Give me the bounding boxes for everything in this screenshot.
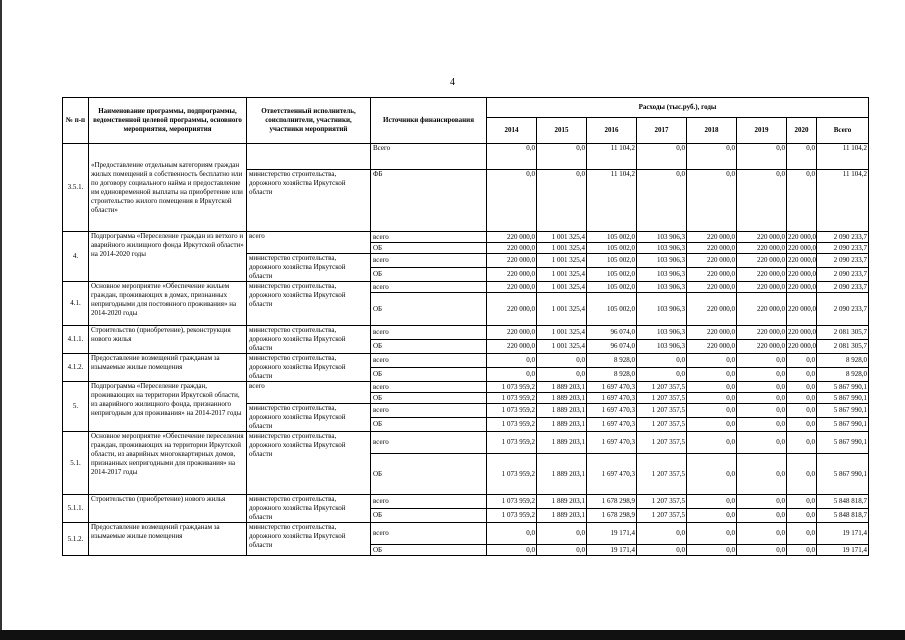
row-value: 220 000,0 <box>487 254 537 268</box>
row-value: 0,0 <box>787 432 817 454</box>
row-value: 1 073 959,2 <box>487 495 537 509</box>
row-source: ОБ <box>371 393 487 404</box>
row-source: ОБ <box>371 368 487 382</box>
row-executor: министерство строительства, дорожного хозяйства Иркутской области <box>247 404 371 432</box>
row-name: Подпрограмма «Переселение граждан, проживающих на территории Иркутской области, из аварийного жилищного фонда, признанного непригодным для проживания» на 2014-2017 годы <box>89 382 247 432</box>
row-number: 4. <box>63 232 89 282</box>
row-value: 220 000,0 <box>687 254 737 268</box>
row-source: Всего <box>371 144 487 170</box>
row-source: всего <box>371 495 487 509</box>
row-name: Основное мероприятие «Обеспечение жильем граждан, проживающих в домах, признанных непригодными для постоянного проживания» на 2014-2020 годы <box>89 282 247 326</box>
table-row <box>63 326 869 340</box>
row-value: 0,0 <box>787 509 817 523</box>
row-value: 0,0 <box>787 523 817 545</box>
row-value: 220 000,0 <box>687 268 737 282</box>
row-name: Основное мероприятие «Обеспечение переселения граждан, проживающих на территории Иркутской области, из аварийных многоквартирных домов, признанных непригодными для проживания» на 2014-2017 годы <box>89 432 247 495</box>
row-value: 0,0 <box>687 454 737 495</box>
row-value: 1 001 325,4 <box>537 268 587 282</box>
row-name: Строительство (приобретение), реконструкция нового жилья <box>89 326 247 354</box>
row-source: всего <box>371 282 487 293</box>
row-value: 103 906,3 <box>637 268 687 282</box>
row-value: 220 000,0 <box>737 282 787 293</box>
row-value: 220 000,0 <box>787 293 817 326</box>
row-value: 0,0 <box>637 368 687 382</box>
row-value: 0,0 <box>687 144 737 170</box>
row-value: 2 090 233,7 <box>817 232 869 243</box>
row-value: 96 074,0 <box>587 326 637 340</box>
header-year: Всего <box>817 118 869 144</box>
row-value: 220 000,0 <box>737 232 787 243</box>
row-value: 1 207 357,5 <box>637 418 687 432</box>
row-value: 220 000,0 <box>737 254 787 268</box>
header-expenses: Расходы (тыс.руб.), годы <box>487 98 869 118</box>
row-value: 1 889 203,1 <box>537 404 587 418</box>
table-body <box>63 144 869 556</box>
row-value: 220 000,0 <box>487 326 537 340</box>
table-row <box>63 232 869 243</box>
row-value: 0,0 <box>537 170 587 232</box>
row-value: 1 207 357,5 <box>637 454 687 495</box>
row-value: 1 889 203,1 <box>537 495 587 509</box>
header-year: 2015 <box>537 118 587 144</box>
row-value: 0,0 <box>537 144 587 170</box>
header-source: Источники финансирования <box>371 98 487 144</box>
row-value: 1 889 203,1 <box>537 432 587 454</box>
row-value: 220 000,0 <box>787 254 817 268</box>
row-value: 11 104,2 <box>817 144 869 170</box>
row-number: 5.1.2. <box>63 523 89 556</box>
row-value: 1 697 470,3 <box>587 382 637 393</box>
row-value: 1 678 298,9 <box>587 495 637 509</box>
row-executor: министерство строительства, дорожного хозяйства Иркутской области <box>247 495 371 523</box>
row-value: 1 073 959,2 <box>487 382 537 393</box>
page-number: 4 <box>450 77 455 88</box>
row-value: 220 000,0 <box>687 282 737 293</box>
header-year: 2018 <box>687 118 737 144</box>
row-value: 1 697 470,3 <box>587 393 637 404</box>
row-name: «Предоставление отдельным категориям граждан жилых помещений в собственность бесплатно или по договору социального найма и предоставление им единовременной выплаты на приобретение или строительство жилого помещения в Иркутской области» <box>89 144 247 232</box>
row-number: 4.1. <box>63 282 89 326</box>
row-value: 1 697 470,3 <box>587 418 637 432</box>
row-value: 220 000,0 <box>687 340 737 354</box>
row-value: 2 090 233,7 <box>817 282 869 293</box>
row-value: 0,0 <box>787 454 817 495</box>
header-year: 2017 <box>637 118 687 144</box>
row-value: 8 928,0 <box>817 368 869 382</box>
row-value: 5 867 990,1 <box>817 404 869 418</box>
row-value: 0,0 <box>687 354 737 368</box>
row-source: ОБ <box>371 268 487 282</box>
scan-edge-left <box>0 0 2 640</box>
row-value: 220 000,0 <box>787 326 817 340</box>
table-row <box>63 282 869 293</box>
row-value: 0,0 <box>537 354 587 368</box>
row-source: всего <box>371 432 487 454</box>
row-value: 1 697 470,3 <box>587 432 637 454</box>
row-value: 8 928,0 <box>817 354 869 368</box>
row-value: 19 171,4 <box>587 545 637 556</box>
row-value: 1 001 325,4 <box>537 326 587 340</box>
row-executor: министерство строительства, дорожного хозяйства Иркутской области <box>247 523 371 556</box>
row-source: ОБ <box>371 340 487 354</box>
row-source: ОБ <box>371 454 487 495</box>
row-value: 0,0 <box>637 354 687 368</box>
header-num: № п-п <box>63 98 89 144</box>
row-value: 2 090 233,7 <box>817 268 869 282</box>
row-value: 1 073 959,2 <box>487 404 537 418</box>
row-value: 220 000,0 <box>737 326 787 340</box>
row-value: 0,0 <box>737 144 787 170</box>
row-value: 1 207 357,5 <box>637 432 687 454</box>
row-value: 96 074,0 <box>587 340 637 354</box>
row-value: 2 090 233,7 <box>817 293 869 326</box>
row-value: 0,0 <box>487 523 537 545</box>
row-value: 103 906,3 <box>637 282 687 293</box>
table-row <box>63 382 869 393</box>
row-value: 103 906,3 <box>637 326 687 340</box>
row-value: 19 171,4 <box>817 545 869 556</box>
row-value: 5 867 990,1 <box>817 382 869 393</box>
row-value: 1 889 203,1 <box>537 382 587 393</box>
row-value: 0,0 <box>537 545 587 556</box>
row-source: всего <box>371 326 487 340</box>
row-value: 103 906,3 <box>637 243 687 254</box>
row-value: 0,0 <box>787 495 817 509</box>
row-number: 4.1.2. <box>63 354 89 382</box>
row-value: 105 002,0 <box>587 293 637 326</box>
row-number: 4.1.1. <box>63 326 89 354</box>
row-value: 220 000,0 <box>737 340 787 354</box>
row-value: 1 073 959,2 <box>487 432 537 454</box>
row-source: всего <box>371 523 487 545</box>
row-value: 0,0 <box>687 418 737 432</box>
row-value: 1 889 203,1 <box>537 418 587 432</box>
row-name: Подпрограмма «Переселение граждан из ветхого и аварийного жилищного фонда Иркутской области» на 2014-2020 годы <box>89 232 247 282</box>
row-value: 0,0 <box>737 418 787 432</box>
row-value: 103 906,3 <box>637 254 687 268</box>
row-value: 1 001 325,4 <box>537 243 587 254</box>
row-value: 220 000,0 <box>487 340 537 354</box>
row-value: 220 000,0 <box>788 282 816 291</box>
row-value: 0,0 <box>487 368 537 382</box>
row-value: 0,0 <box>787 382 817 393</box>
row-value: 0,0 <box>787 393 817 404</box>
row-value: 2 090 233,7 <box>817 243 869 254</box>
row-value: 1 678 298,9 <box>587 509 637 523</box>
row-value: 0,0 <box>687 523 737 545</box>
row-value: 5 848 818,7 <box>817 495 869 509</box>
row-value: 220 000,0 <box>788 243 816 252</box>
row-number: 5.1. <box>63 432 89 495</box>
row-value: 0,0 <box>737 432 787 454</box>
row-value: 103 906,3 <box>637 340 687 354</box>
row-value: 1 001 325,4 <box>537 293 587 326</box>
row-value: 2 090 233,7 <box>817 254 869 268</box>
header-year: 2020 <box>787 118 817 144</box>
header-executor: Ответственный исполнитель, соисполнители, участники, участники мероприятий <box>247 98 371 144</box>
row-value: 5 848 818,7 <box>817 509 869 523</box>
row-executor: министерство строительства, дорожного хозяйства Иркутской области <box>247 326 371 354</box>
row-value: 1 001 325,4 <box>537 232 587 243</box>
row-executor: министерство строительства, дорожного хозяйства Иркутской области <box>247 170 371 232</box>
table-row <box>63 495 869 509</box>
row-value: 2 081 305,7 <box>817 340 869 354</box>
table-row <box>63 432 869 454</box>
row-value: 11 104,2 <box>817 170 869 232</box>
row-value: 0,0 <box>487 144 537 170</box>
row-value: 0,0 <box>637 545 687 556</box>
row-value: 0,0 <box>737 404 787 418</box>
row-executor: всего <box>247 232 371 254</box>
row-value: 0,0 <box>487 170 537 232</box>
row-value: 0,0 <box>787 368 817 382</box>
row-value: 0,0 <box>687 382 737 393</box>
row-value: 0,0 <box>737 393 787 404</box>
row-executor: министерство строительства, дорожного хозяйства Иркутской области <box>247 354 371 382</box>
row-source: ОБ <box>371 509 487 523</box>
row-value: 1 073 959,2 <box>487 454 537 495</box>
row-source: ОБ <box>371 293 487 326</box>
row-source: всего <box>371 254 487 268</box>
row-value: 0,0 <box>787 144 817 170</box>
row-value: 105 002,0 <box>587 232 637 243</box>
row-value: 1 697 470,3 <box>587 454 637 495</box>
row-value: 220 000,0 <box>787 340 817 354</box>
row-source: ОБ <box>371 418 487 432</box>
row-source: ОБ <box>371 545 487 556</box>
row-value: 0,0 <box>737 523 787 545</box>
row-value: 0,0 <box>787 404 817 418</box>
row-value: 105 002,0 <box>587 282 637 293</box>
row-value: 1 001 325,4 <box>537 282 587 293</box>
row-value: 103 906,3 <box>637 232 687 243</box>
row-value: 1 073 959,2 <box>487 418 537 432</box>
row-value: 220 000,0 <box>787 268 817 282</box>
row-value: 0,0 <box>737 382 787 393</box>
row-name: Предоставление возмещений гражданам за изымаемые жилые помещения <box>89 354 247 382</box>
row-value: 0,0 <box>687 545 737 556</box>
row-value: 1 207 357,5 <box>637 495 687 509</box>
row-value: 0,0 <box>687 495 737 509</box>
row-value: 0,0 <box>737 354 787 368</box>
row-value: 220 000,0 <box>687 326 737 340</box>
row-value: 0,0 <box>487 545 537 556</box>
row-value: 0,0 <box>537 523 587 545</box>
row-value: 1 207 357,5 <box>637 382 687 393</box>
table-row <box>63 523 869 545</box>
row-executor: министерство строительства, дорожного хозяйства Иркутской области <box>247 254 371 282</box>
row-value: 0,0 <box>787 545 817 556</box>
row-value: 1 207 357,5 <box>637 404 687 418</box>
row-value: 5 867 990,1 <box>817 393 869 404</box>
row-value: 0,0 <box>487 354 537 368</box>
row-value: 1 889 203,1 <box>537 509 587 523</box>
row-source: всего <box>371 404 487 418</box>
header-year: 2014 <box>487 118 537 144</box>
header-name: Наименование программы, подпрограммы, ведомственной целевой программы, основного мероприятия, мероприятия <box>89 98 247 144</box>
row-value: 0,0 <box>737 454 787 495</box>
row-value: 0,0 <box>537 368 587 382</box>
row-value: 1 207 357,5 <box>637 393 687 404</box>
row-source: ФБ <box>371 170 487 232</box>
row-value: 220 000,0 <box>687 243 737 254</box>
row-value: 0,0 <box>737 545 787 556</box>
row-value: 11 104,2 <box>587 144 637 170</box>
row-value: 220 000,0 <box>788 232 816 241</box>
row-value: 0,0 <box>687 432 737 454</box>
row-source: всего <box>371 232 487 243</box>
row-value: 5 867 990,1 <box>817 432 869 454</box>
row-value: 0,0 <box>687 368 737 382</box>
row-value: 0,0 <box>787 354 817 368</box>
row-value: 220 000,0 <box>487 243 537 254</box>
row-source: всего <box>371 354 487 368</box>
row-executor <box>247 144 371 170</box>
row-value: 0,0 <box>787 170 817 232</box>
row-source: всего <box>371 382 487 393</box>
row-number: 5. <box>63 382 89 432</box>
row-value: 105 002,0 <box>587 254 637 268</box>
row-value: 0,0 <box>687 393 737 404</box>
row-value: 105 002,0 <box>587 268 637 282</box>
row-value: 1 001 325,4 <box>537 340 587 354</box>
row-value: 19 171,4 <box>817 523 869 545</box>
row-value: 220 000,0 <box>737 268 787 282</box>
row-executor: министерство строительства, дорожного хозяйства Иркутской области <box>247 282 371 326</box>
row-value: 1 001 325,4 <box>537 254 587 268</box>
row-value: 220 000,0 <box>487 268 537 282</box>
row-value: 0,0 <box>687 404 737 418</box>
row-value: 105 002,0 <box>587 243 637 254</box>
row-name: Строительство (приобретение) нового жилья <box>89 495 247 523</box>
row-value: 8 928,0 <box>587 368 637 382</box>
row-executor: министерство строительства, дорожного хозяйства Иркутской области <box>247 432 371 495</box>
row-value: 0,0 <box>637 523 687 545</box>
row-value: 8 928,0 <box>587 354 637 368</box>
row-executor: всего <box>247 382 371 404</box>
row-value: 0,0 <box>737 170 787 232</box>
table-header <box>63 98 869 144</box>
row-value: 0,0 <box>737 509 787 523</box>
row-value: 0,0 <box>687 170 737 232</box>
row-value: 1 889 203,1 <box>537 393 587 404</box>
row-number: 3.5.1. <box>63 144 89 232</box>
row-value: 1 697 470,3 <box>587 404 637 418</box>
row-value: 2 081 305,7 <box>817 326 869 340</box>
row-number: 5.1.1. <box>63 495 89 523</box>
row-value: 0,0 <box>737 368 787 382</box>
row-value: 0,0 <box>637 170 687 232</box>
row-value: 220 000,0 <box>687 293 737 326</box>
row-value: 103 906,3 <box>637 293 687 326</box>
table-row <box>63 144 869 170</box>
row-value: 220 000,0 <box>737 243 787 254</box>
scan-edge-bottom <box>0 630 905 640</box>
row-name: Предоставление возмещений гражданам за изымаемые жилые помещения <box>89 523 247 556</box>
header-year: 2019 <box>737 118 787 144</box>
row-value: 220 000,0 <box>487 232 537 243</box>
row-source: ОБ <box>371 243 487 254</box>
expenses-table <box>62 97 869 556</box>
row-value: 5 867 990,1 <box>817 418 869 432</box>
row-value: 11 104,2 <box>587 170 637 232</box>
table-row <box>63 354 869 368</box>
row-value: 1 073 959,2 <box>487 509 537 523</box>
row-value: 0,0 <box>737 495 787 509</box>
row-value: 220 000,0 <box>487 293 537 326</box>
row-value: 1 889 203,1 <box>537 454 587 495</box>
row-value: 0,0 <box>637 144 687 170</box>
row-value: 0,0 <box>687 509 737 523</box>
row-value: 5 867 990,1 <box>817 454 869 495</box>
row-value: 19 171,4 <box>587 523 637 545</box>
row-value: 220 000,0 <box>737 293 787 326</box>
header-year: 2016 <box>587 118 637 144</box>
row-value: 220 000,0 <box>487 282 537 293</box>
row-value: 1 073 959,2 <box>487 393 537 404</box>
row-value: 220 000,0 <box>687 232 737 243</box>
row-value: 0,0 <box>787 418 817 432</box>
row-value: 1 207 357,5 <box>637 509 687 523</box>
